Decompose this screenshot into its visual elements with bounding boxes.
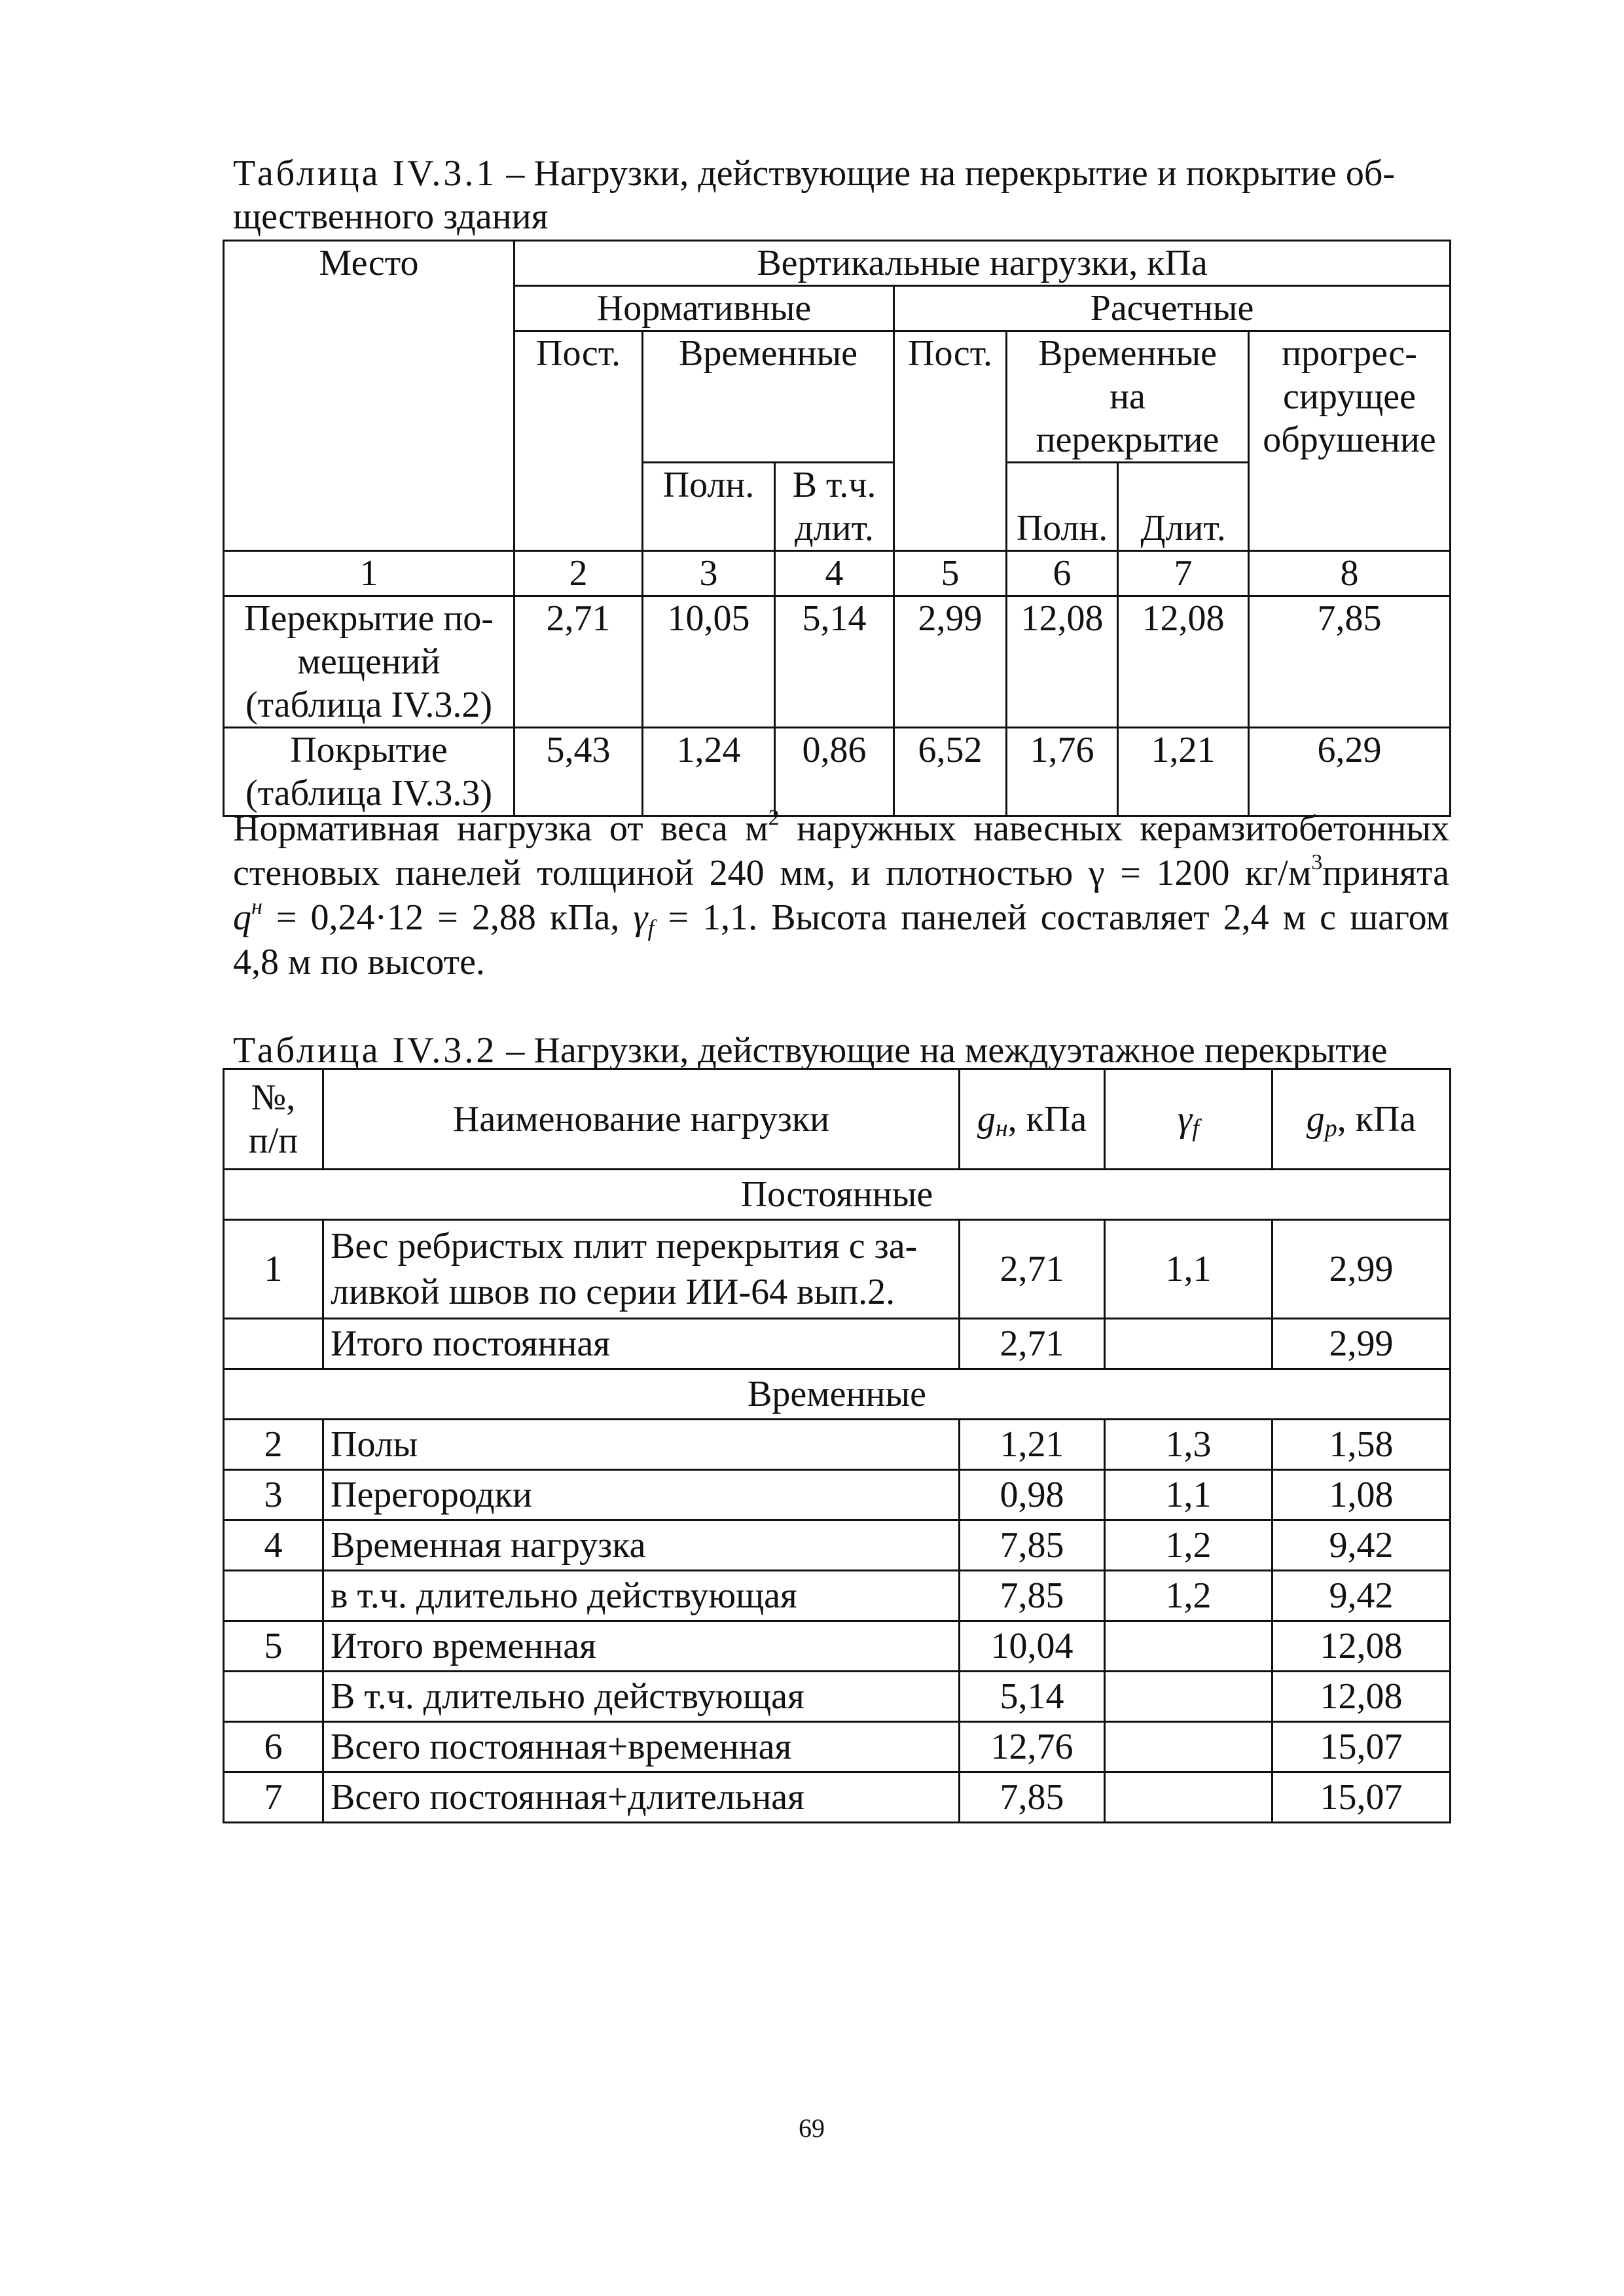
- table-row: [224, 1420, 1451, 1470]
- cell-gp: 9,42: [1272, 1520, 1451, 1571]
- page-number: 69: [799, 2113, 825, 2143]
- table2-caption: [233, 1029, 1451, 1072]
- symbol-g: g: [977, 1099, 996, 1139]
- header-number: [224, 1069, 323, 1170]
- cell-gn: 7,85: [960, 1571, 1105, 1621]
- text-run: Нормативная нагрузка от веса м: [233, 808, 768, 849]
- symbol-gamma: γ: [633, 897, 648, 938]
- symbol-g: g: [1306, 1099, 1325, 1139]
- cell-gamma: 1,2: [1105, 1571, 1272, 1621]
- subscript: н: [995, 1115, 1008, 1142]
- subscript: р: [1324, 1115, 1337, 1142]
- cell-value: 2,71: [514, 596, 643, 728]
- table1-caption: [233, 152, 1451, 238]
- cell-value: 10,05: [643, 596, 775, 728]
- cell-gamma: 1,1: [1105, 1220, 1272, 1319]
- cell-value: 0,86: [775, 728, 894, 816]
- text-run: стеновых панелей толщиной 240 мм, и плотностью γ = 1200 кг/м: [233, 853, 1312, 893]
- header-const-design: Пост.: [894, 331, 1007, 551]
- row-name: в т.ч. длительно действующая: [323, 1571, 960, 1621]
- cell-value: 1,76: [1007, 728, 1118, 816]
- row-number: [224, 1319, 323, 1369]
- table2-caption-text: – Нагрузки, действующие на междуэтажное перекрытие: [506, 1030, 1388, 1071]
- unit: , кПа: [1337, 1099, 1416, 1139]
- row-number: [224, 1571, 323, 1621]
- row-name: Всего постоянная+временная: [323, 1722, 960, 1772]
- cell-gn: 0,98: [960, 1470, 1105, 1520]
- cell-gp: 12,08: [1272, 1621, 1451, 1672]
- row-number: 6: [224, 1722, 323, 1772]
- row-number: [224, 1672, 323, 1722]
- header-place: Место: [224, 241, 514, 551]
- header-full-normative: Полн.: [643, 463, 775, 551]
- cell-value: 12,08: [1118, 596, 1249, 728]
- superscript: н: [251, 895, 262, 919]
- row-name-line: Перекрытие по-: [244, 598, 494, 639]
- row-name: Перегородки: [323, 1470, 960, 1520]
- row-number: 4: [224, 1520, 323, 1571]
- cell-gn: 10,04: [960, 1621, 1105, 1672]
- cell-value: 2,99: [894, 596, 1007, 728]
- paragraph-line: 4,8 м по высоте.: [233, 942, 485, 982]
- superscript: 3: [1311, 850, 1323, 874]
- row-name-line: Вес ребристых плит перекрытия с за-: [331, 1226, 918, 1266]
- table-row: [224, 1571, 1451, 1621]
- cell-gp: 1,58: [1272, 1420, 1451, 1470]
- paragraph-line: [233, 895, 1449, 940]
- col-number: 1: [224, 551, 514, 596]
- header-gamma-f: [1105, 1069, 1272, 1170]
- subscript: f: [647, 915, 655, 941]
- header-number-line2: п/п: [248, 1121, 298, 1161]
- header-gp: [1272, 1069, 1451, 1170]
- row-name: [224, 596, 514, 728]
- header-prog-line2: сирущее: [1283, 376, 1416, 417]
- subscript: f: [1192, 1115, 1199, 1142]
- row-name: [323, 1220, 960, 1319]
- loads-summary-table: [223, 240, 1451, 817]
- header-long-normative-line2: длит.: [795, 508, 874, 548]
- cell-value: 6,29: [1249, 728, 1451, 816]
- cell-gp: 9,42: [1272, 1571, 1451, 1621]
- table-header-row: [224, 1069, 1451, 1170]
- cell-gp: 2,99: [1272, 1319, 1451, 1369]
- cell-gamma: 1,1: [1105, 1470, 1272, 1520]
- cell-gp: 1,08: [1272, 1470, 1451, 1520]
- cell-gn: 7,85: [960, 1772, 1105, 1823]
- cell-gamma: [1105, 1672, 1272, 1722]
- table1-caption-label: Таблица IV.3.1: [233, 153, 497, 194]
- row-name-line: Покрытие: [290, 730, 448, 770]
- cell-gn: 1,21: [960, 1420, 1105, 1470]
- col-number: 3: [643, 551, 775, 596]
- table-row: [224, 1470, 1451, 1520]
- table-row: [224, 1772, 1451, 1823]
- row-number: 1: [224, 1220, 323, 1319]
- header-const-normative: Пост.: [514, 331, 643, 551]
- symbol-q: q: [233, 897, 251, 938]
- header-temp-design: [1007, 331, 1249, 463]
- unit: , кПа: [1007, 1099, 1087, 1139]
- header-progressive-collapse: [1249, 331, 1451, 551]
- col-number: 5: [894, 551, 1007, 596]
- floor-loads-table: [223, 1068, 1451, 1823]
- header-prog-line3: обрушение: [1263, 420, 1436, 460]
- table-row: [224, 1220, 1451, 1319]
- cell-value: 1,21: [1118, 728, 1249, 816]
- cell-gn: 2,71: [960, 1319, 1105, 1369]
- row-name: Итого временная: [323, 1621, 960, 1672]
- col-number: 8: [1249, 551, 1451, 596]
- table-row: [224, 596, 1451, 728]
- table-row: [224, 1672, 1451, 1722]
- section-row: [224, 1170, 1451, 1220]
- cell-value: 5,43: [514, 728, 643, 816]
- header-temp-normative: Временные: [643, 331, 894, 463]
- table1-caption-text: – Нагрузки, действующие на перекрытие и покрытие об-: [506, 153, 1395, 194]
- body-paragraph: [233, 806, 1449, 984]
- cell-gp: 15,07: [1272, 1772, 1451, 1823]
- row-name: В т.ч. длительно действующая: [323, 1672, 960, 1722]
- cell-gn: 12,76: [960, 1722, 1105, 1772]
- cell-gamma: [1105, 1621, 1272, 1672]
- cell-value: 12,08: [1007, 596, 1118, 728]
- row-name: Полы: [323, 1420, 960, 1470]
- cell-value: 7,85: [1249, 596, 1451, 728]
- section-constant: Постоянные: [224, 1170, 1451, 1220]
- row-number: 5: [224, 1621, 323, 1672]
- cell-gp: 15,07: [1272, 1722, 1451, 1772]
- symbol-gamma: γ: [1178, 1099, 1193, 1139]
- header-prog-line1: прогрес-: [1282, 333, 1417, 374]
- row-name: [224, 728, 514, 816]
- col-number: 2: [514, 551, 643, 596]
- row-name-line: ливкой швов по серии ИИ-64 вып.2.: [331, 1272, 895, 1312]
- cell-gamma: [1105, 1319, 1272, 1369]
- header-temp-design-line3: перекрытие: [1036, 420, 1219, 460]
- paragraph-line: [233, 806, 1449, 851]
- header-temp-design-line2: на: [1110, 376, 1146, 417]
- table-row: [224, 1520, 1451, 1571]
- text-run: = 1,1. Высота панелей составляет 2,4 м с шагом: [654, 897, 1449, 938]
- table-row: [224, 1722, 1451, 1772]
- header-gn: [960, 1069, 1105, 1170]
- row-name-line: (таблица IV.3.2): [245, 685, 492, 725]
- row-number: 7: [224, 1772, 323, 1823]
- row-name: Итого постоянная: [323, 1319, 960, 1369]
- header-long-normative: [775, 463, 894, 551]
- superscript: 2: [768, 806, 780, 830]
- header-number-line1: №,: [251, 1077, 296, 1118]
- table-row: [224, 1621, 1451, 1672]
- cell-value: 6,52: [894, 728, 1007, 816]
- row-number: 3: [224, 1470, 323, 1520]
- table-row: [224, 728, 1451, 816]
- header-long-design: Длит.: [1118, 463, 1249, 551]
- cell-value: 5,14: [775, 596, 894, 728]
- table1-caption-text-2: щественного здания: [233, 196, 549, 237]
- col-number: 7: [1118, 551, 1249, 596]
- cell-gamma: [1105, 1772, 1272, 1823]
- header-full-design: Полн.: [1007, 463, 1118, 551]
- table-row: [224, 1319, 1451, 1369]
- row-name: Всего постоянная+длительная: [323, 1772, 960, 1823]
- cell-gamma: [1105, 1722, 1272, 1772]
- header-normative: Нормативные: [514, 286, 894, 331]
- header-design: Расчетные: [894, 286, 1451, 331]
- table2-caption-label: Таблица IV.3.2: [233, 1030, 497, 1071]
- col-number: 4: [775, 551, 894, 596]
- header-long-normative-line1: В т.ч.: [792, 465, 876, 505]
- row-name-line: мещений: [297, 641, 441, 682]
- cell-gn: 2,71: [960, 1220, 1105, 1319]
- cell-gamma: 1,3: [1105, 1420, 1272, 1470]
- column-number-row: [224, 551, 1451, 596]
- col-number: 6: [1007, 551, 1118, 596]
- header-load-name: Наименование нагрузки: [323, 1069, 960, 1170]
- cell-gn: 5,14: [960, 1672, 1105, 1722]
- section-temporary: Временные: [224, 1369, 1451, 1420]
- header-vertical-loads: Вертикальные нагрузки, кПа: [514, 241, 1451, 286]
- row-name: Временная нагрузка: [323, 1520, 960, 1571]
- cell-gamma: 1,2: [1105, 1520, 1272, 1571]
- paragraph-line: [233, 851, 1449, 895]
- section-row: [224, 1369, 1451, 1420]
- cell-value: 1,24: [643, 728, 775, 816]
- text-run: наружных навесных керамзитобетонных: [779, 808, 1449, 849]
- text-run: принята: [1322, 853, 1449, 893]
- cell-gn: 7,85: [960, 1520, 1105, 1571]
- cell-gp: 12,08: [1272, 1672, 1451, 1722]
- cell-gp: 2,99: [1272, 1220, 1451, 1319]
- row-name-line: (таблица IV.3.3): [245, 773, 492, 814]
- text-run: = 0,24·12 = 2,88 кПа,: [262, 897, 634, 938]
- header-temp-design-line1: Временные: [1038, 333, 1217, 374]
- row-number: 2: [224, 1420, 323, 1470]
